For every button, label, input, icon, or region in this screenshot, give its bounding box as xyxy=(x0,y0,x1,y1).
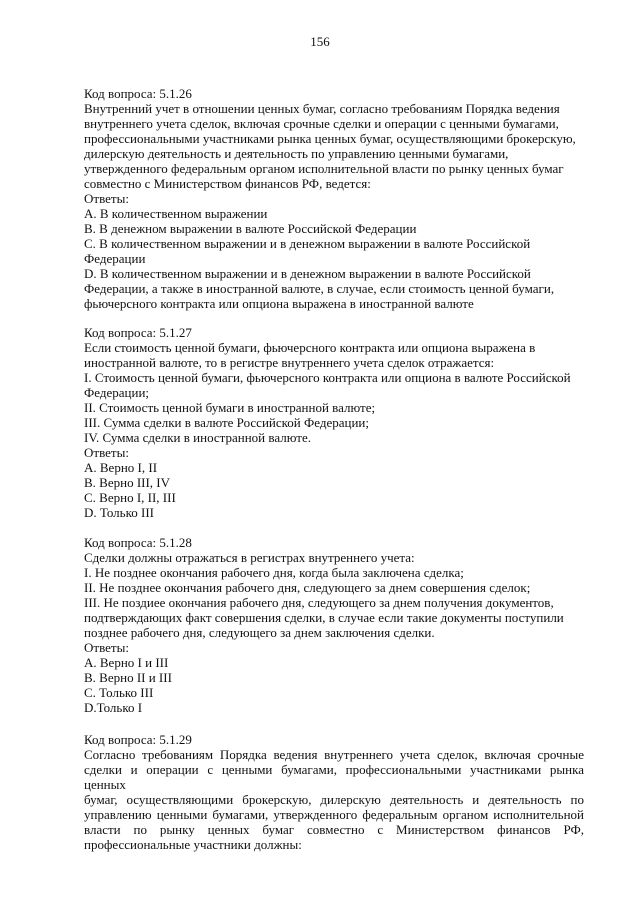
question-text-line: управлению ценными бумагами, утвержденного федеральным органом исполнительной xyxy=(84,807,584,822)
page-number: 156 xyxy=(310,34,330,49)
question-text-line: Внутренний учет в отношении ценных бумаг, согласно требованиям Порядка ведения xyxy=(84,101,560,116)
question-text-line: профессиональные участники должны: xyxy=(84,837,302,852)
question-5-1-26 xyxy=(84,86,584,311)
answer-option: A. Верно I и III xyxy=(84,655,169,670)
question-text-line: бумаг, осуществляющими брокерскую, дилерскую деятельность и деятельность по xyxy=(84,792,584,807)
question-5-1-29 xyxy=(84,732,584,852)
answer-option: B. Верно III, IV xyxy=(84,475,171,490)
question-text-line: Федерации; xyxy=(84,385,150,400)
question-text-line: подтверждающих факт совершения сделки, в случае если такие документы поступили xyxy=(84,610,564,625)
question-text-line: Сделки должны отражаться в регистрах внутреннего учета: xyxy=(84,550,415,565)
question-code: Код вопроса: 5.1.26 xyxy=(84,86,192,101)
answer-option: D. Только III xyxy=(84,505,154,520)
answers-label: Ответы: xyxy=(84,445,129,460)
answer-option: B. В денежном выражении в валюте Российской Федерации xyxy=(84,221,417,236)
answer-option: D. В количественном выражении и в денежном выражении в валюте Российской xyxy=(84,266,531,281)
question-text-line: II. Стоимость ценной бумаги в иностранной валюте; xyxy=(84,400,376,415)
answer-option: B. Верно II и III xyxy=(84,670,172,685)
question-text-line: IV. Сумма сделки в иностранной валюте. xyxy=(84,430,311,445)
question-text-line: II. Не позднее окончания рабочего дня, следующего за днем совершения сделок; xyxy=(84,580,531,595)
answer-option: A. В количественном выражении xyxy=(84,206,268,221)
question-text-line: Согласно требованиям Порядка ведения внутреннего учета сделок, включая срочные xyxy=(84,747,584,762)
question-text-line: III. Не поздиее окончания рабочего дня, следующего за днем получения документов, xyxy=(84,595,554,610)
question-text-line: совместно с Министерством финансов РФ, ведется: xyxy=(84,176,371,191)
question-text-line: утвержденного федеральным органом исполнительной власти по рынку ценных бумаг xyxy=(84,161,564,176)
question-code: Код вопроса: 5.1.29 xyxy=(84,732,192,747)
question-text-line: I. Стоимость ценной бумаги, фьючерсного контракта или опциона в валюте Российской xyxy=(84,370,571,385)
question-text-line: власти по рынку ценных бумаг совместно с Министерством финансов РФ, xyxy=(84,822,584,837)
answer-option: C. В количественном выражении и в денежном выражении в валюте Российской xyxy=(84,236,531,251)
answer-option: D.Только I xyxy=(84,700,143,715)
question-text-line: сделки и операции с ценными бумагами, профессиональными участниками рынка ценных xyxy=(84,762,584,792)
answer-option: A. Верно I, II xyxy=(84,460,158,475)
answer-option: Федерации xyxy=(84,251,146,266)
question-code: Код вопроса: 5.1.27 xyxy=(84,325,192,340)
question-text-line: Если стоимость ценной бумаги, фьючерсного контракта или опциона выражена в xyxy=(84,340,536,355)
question-text-line: I. Не позднее окончания рабочего дня, когда была заключена сделка; xyxy=(84,565,464,580)
answers-label: Ответы: xyxy=(84,640,129,655)
question-text-line: III. Сумма сделки в валюте Российской Федерации; xyxy=(84,415,370,430)
answer-option: C. Только III xyxy=(84,685,154,700)
question-5-1-27 xyxy=(84,325,584,520)
question-text-line: дилерскую деятельность и деятельность по управлению ценными бумагами, xyxy=(84,146,509,161)
question-text-line: позднее рабочего дня, следующего за днем заключения сделки. xyxy=(84,625,435,640)
question-text-line: иностранной валюте, то в регистре внутреннего учета сделок отражается: xyxy=(84,355,495,370)
question-text-line: внутреннего учета сделок, включая срочные сделки и операции с ценными бумагами, xyxy=(84,116,559,131)
answers-label: Ответы: xyxy=(84,191,129,206)
question-text-line: профессиональными участниками рынка ценных бумаг, осуществляющими брокерскую, xyxy=(84,131,576,146)
question-code: Код вопроса: 5.1.28 xyxy=(84,535,192,550)
answer-option: C. Верно I, II, III xyxy=(84,490,176,505)
question-5-1-28 xyxy=(84,535,584,715)
answer-option: Федерации, а также в иностранной валюте, в случае, если стоимость ценной бумаги, xyxy=(84,281,555,296)
answer-option: фьючерсного контракта или опциона выражена в иностранной валюте xyxy=(84,296,474,311)
